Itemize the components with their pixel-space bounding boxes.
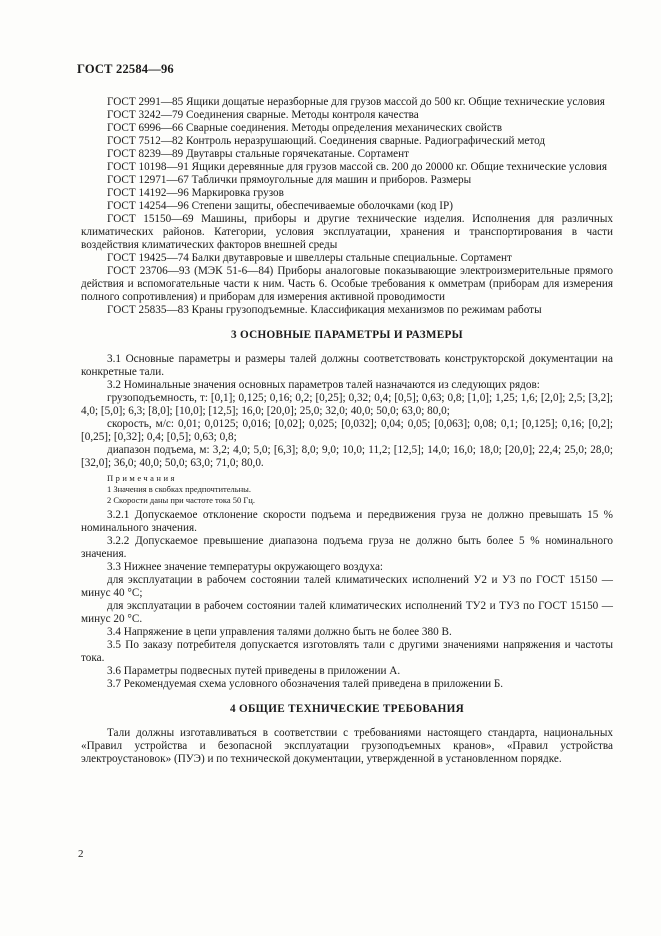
paragraph-4-intro: Тали должны изготавливаться в соответствии с требованиями настоящего стандарта, национальных «Правил устройства и безопасной эксплуатации грузоподъемных кранов», «Правил устройства электроустановок» (ПУЭ) и по технической документации, утвержденной в установленном порядке. bbox=[81, 727, 613, 765]
paragraph-3-7: 3.7 Рекомендуемая схема условного обозначения талей приведена в приложении Б. bbox=[107, 678, 504, 690]
note-item: 1 Значения в скобках предпочтительны. bbox=[107, 484, 252, 494]
paragraph-3-2-1: 3.2.1 Допускаемое отклонение скорости подъема и передвижения груза не должно превышать 15 % номинального значения. bbox=[81, 509, 613, 534]
reference-item: ГОСТ 12971—67 Таблички прямоугольные для машин и приборов. Размеры bbox=[107, 174, 472, 186]
paragraph-3-6: 3.6 Параметры подвесных путей приведены в приложении А. bbox=[107, 665, 401, 677]
reference-item: ГОСТ 6996—66 Сварные соединения. Методы определения механических свойств bbox=[107, 122, 503, 134]
section-3-heading: 3 ОСНОВНЫЕ ПАРАМЕТРЫ И РАЗМЕРЫ bbox=[231, 329, 463, 341]
paragraph-3-2-2: 3.2.2 Допускаемое превышение диапазона подъема груза не должно быть более 5 % номинального значения. bbox=[81, 535, 613, 560]
paragraph-3-1: 3.1 Основные параметры и размеры талей должны соответствовать конструкторской документации на конкретные тали. bbox=[81, 353, 613, 378]
paragraph-3-2: 3.2 Номинальные значения основных параметров талей назначаются из следующих рядов: bbox=[107, 379, 540, 391]
paragraph-3-3: 3.3 Нижнее значение температуры окружающего воздуха: bbox=[107, 561, 384, 573]
capacity-series: грузоподъемность, т: [0,1]; 0,125; 0,16; 0,2; [0,25]; 0,32; 0,4; [0,5]; 0,63; 0,8; [1,0]; 1,25; 1,6; [2,0]; 2,5; [3,2]; 4,0; [5,0]; 6,3; [8,0]; [10,0]; [12,5]; 16,0; [20,0]; 25,0; 32,0; 40,0; 50,0; 63,0; 80,0; bbox=[81, 392, 613, 417]
range-series: диапазон подъема, м: 3,2; 4,0; 5,0; [6,3]; 8,0; 9,0; 10,0; 11,2; [12,5]; 14,0; 16,0; 18,0; [20,0]; 22,4; 25,0; 28,0; [32,0]; 36,0; 40,0; 50,0; 63,0; 71,0; 80,0. bbox=[81, 444, 613, 469]
paragraph-3-3-a: для эксплуатации в рабочем состоянии талей климатических исполнений У2 и У3 по ГОСТ 15150 — минус 40 °С; bbox=[81, 574, 613, 599]
page-content bbox=[81, 96, 613, 766]
reference-item: ГОСТ 15150—69 Машины, приборы и другие технические изделия. Исполнения для различных климатических районов. Категории, условия эксплуатации, хранения и транспортирования в части воздействия климатических факторов внешней среды bbox=[81, 213, 613, 251]
document-header: ГОСТ 22584—96 bbox=[77, 62, 174, 76]
reference-item: ГОСТ 7512—82 Контроль неразрушающий. Соединения сварные. Радиографический метод bbox=[107, 135, 546, 147]
reference-item: ГОСТ 8239—89 Двутавры стальные горячекатаные. Сортамент bbox=[107, 148, 410, 160]
reference-item: ГОСТ 19425—74 Балки двутавровые и швеллеры стальные специальные. Сортамент bbox=[107, 252, 512, 264]
paragraph-3-4: 3.4 Напряжение в цепи управления талями должно быть не более 380 В. bbox=[107, 626, 452, 638]
reference-item: ГОСТ 10198—91 Ящики деревянные для грузов массой св. 200 до 20000 кг. Общие технические условия bbox=[107, 161, 608, 173]
reference-item: ГОСТ 2991—85 Ящики дощатые неразборные для грузов массой до 500 кг. Общие технические условия bbox=[107, 96, 605, 108]
page-number: 2 bbox=[78, 848, 84, 860]
section-4-heading: 4 ОБЩИЕ ТЕХНИЧЕСКИЕ ТРЕБОВАНИЯ bbox=[229, 703, 465, 715]
note-item: 2 Скорости даны при частоте тока 50 Гц. bbox=[107, 495, 255, 505]
reference-item: ГОСТ 25835—83 Краны грузоподъемные. Классификация механизмов по режимам работы bbox=[107, 304, 542, 316]
speed-series: скорость, м/с: 0,01; 0,0125; 0,016; [0,02]; 0,025; [0,032]; 0,04; 0,05; [0,063]; 0,08; 0,1; [0,125]; 0,16; [0,2]; [0,25]; [0,32]; 0,4; [0,5]; 0,63; 0,8; bbox=[81, 418, 613, 443]
reference-item: ГОСТ 14254—96 Степени защиты, обеспечиваемые оболочками (код IP) bbox=[107, 200, 453, 212]
reference-item: ГОСТ 3242—79 Соединения сварные. Методы контроля качества bbox=[107, 109, 419, 121]
reference-item: ГОСТ 23706—93 (МЭК 51-6—84) Приборы аналоговые показывающие электроизмерительные прямого действия и вспомогательные части к ним. Часть 6. Особые требования к омметрам (приборам для измерения полного сопротивления) и приборам для измерения активной проводимости bbox=[81, 265, 613, 303]
notes-title: Примечания bbox=[107, 473, 177, 483]
reference-item: ГОСТ 14192—96 Маркировка грузов bbox=[107, 187, 284, 199]
paragraph-3-3-b: для эксплуатации в рабочем состоянии талей климатических исполнений ТУ2 и ТУ3 по ГОСТ 15150 — минус 20 °С. bbox=[81, 600, 613, 625]
paragraph-3-5: 3.5 По заказу потребителя допускается изготовлять тали с другими значениями напряжения и частоты тока. bbox=[81, 639, 613, 664]
